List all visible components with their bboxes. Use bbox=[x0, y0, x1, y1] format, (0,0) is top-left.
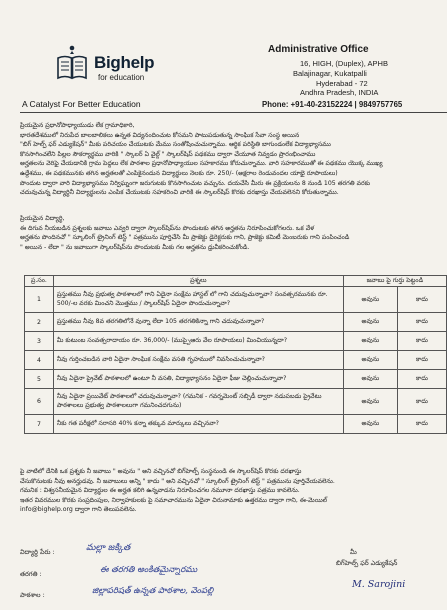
student-name-handwritten: మల్లా జక్కిత bbox=[86, 543, 131, 553]
answer-no[interactable] bbox=[397, 313, 446, 332]
student-name-label: విద్యార్థి పేరు : bbox=[20, 548, 55, 556]
intro-line: పొందుట ద్వారా వారి విద్యాభ్యాసము నిర్విఘ్నంగా జరుగుటకు కొనసాగించుట వచ్చును. దయచేసి మీరు ఈ ప్రక్రియలను 8 నుండి 105 తరగతి వరకు bbox=[20, 179, 371, 187]
table-row bbox=[25, 332, 447, 351]
question-number: 5 bbox=[25, 370, 54, 389]
class-handwritten: ఈ తరగతి అంకితమైన్నారము bbox=[100, 565, 198, 575]
intro-line: ఉద్దేశము, ఈ పథకమునకు తగిన అర్హతలతో ఎంపికైనందున విద్యార్థులు నెలకు రూ. 250/- (అక్షరాల రెండువందల యాభై రూపాయలు) bbox=[20, 169, 338, 177]
student-note-line: అర్హతను పొందినచో " స్కూలింగ్ ట్రైనింగ్ టెస్ట్ " పత్రమును పూర్తిచేసి మీ ప్రాజెక్టు డైరెక్టరుకు గాని, ప్రాజెక్టు కమిటీ మెంబరుకు గాని పంపించండి bbox=[20, 234, 350, 242]
intro-paragraph bbox=[20, 121, 447, 198]
authority-signature: M. Sarojini bbox=[352, 579, 406, 590]
answer-no[interactable] bbox=[397, 351, 446, 370]
answer-yes[interactable] bbox=[343, 287, 397, 313]
intro-line: కొనసాగించలేని పిల్లల సౌకర్యార్థము వారికి " స్కాలర్ ఏ వైల్డ్ " స్కాలర్‌షిప్ పథకము ద్వారా చేయూత నివ్వడం ప్రారంభించాము bbox=[20, 150, 316, 158]
instruction-line: చేసుకొనుటకు నీవు అనర్హుడవు. నీ జవాబులు అన్ని " కాదు " అని వచ్చినచో " స్కూలింగ్ ట్రైనింగ్ టెస్ట్ " పత్రమును పూర్తిచేయవలెను. bbox=[20, 477, 335, 485]
question-number: 7 bbox=[25, 415, 54, 434]
instruction-line: గమనిక : విశ్వసనీయమైన విద్యార్థుల ఈ అర్హత కలిగి ఉన్నవాడను నిరూపించగల నమూనా దరఖాస్తు పత్రము కావలెను. bbox=[20, 487, 300, 495]
answer-no[interactable] bbox=[397, 287, 446, 313]
school-label: పాఠశాల : bbox=[20, 591, 45, 599]
table-row bbox=[25, 351, 447, 370]
answer-yes[interactable] bbox=[343, 389, 397, 415]
answer-yes[interactable] bbox=[343, 332, 397, 351]
question-number: 6 bbox=[25, 389, 54, 415]
answer-no[interactable] bbox=[397, 389, 446, 415]
phone-number: Phone: +91-40-23152224 | 9849757765 bbox=[262, 100, 403, 109]
address-line: 16, HIGH, (Duplex), APHB bbox=[300, 59, 388, 68]
question-number: 2 bbox=[25, 313, 54, 332]
question-text: ప్రస్తుతము నీవు 8వ తరగతిలోనే వున్నా లేదా 105 తరగతికిన్నా గాని చదువుచున్నావా? bbox=[53, 313, 343, 332]
question-text: నీవు గుర్తించబడిన వారి ఏదైనా సాంఘిక సంక్షేమ వసతి గృహములో నివసించుచున్నావా? bbox=[53, 351, 343, 370]
organization-name: బిగ్‌హెల్ప్ ఫర్ ఎడ్యుకేషన్ bbox=[336, 559, 398, 567]
answer-yes[interactable] bbox=[343, 351, 397, 370]
answer-yes[interactable] bbox=[343, 313, 397, 332]
student-note-line: ఈ దిగువ నీయబడిన ప్రశ్నలకు జవాబు ఎవ్వరి ద్వారా స్కాలర్‌షిప్‌ను పొందుటకు తగిన అర్హతను నిరూపించుకోగలరు. ఒక వేళ bbox=[20, 224, 315, 232]
address-line: Andhra Pradesh, INDIA bbox=[300, 88, 379, 97]
bighelp-logo-icon bbox=[52, 44, 92, 84]
instructions-paragraph bbox=[20, 467, 447, 515]
address-line: Balajinagar, Kukatpalli bbox=[293, 69, 367, 78]
question-number: 4 bbox=[25, 351, 54, 370]
student-note bbox=[20, 214, 447, 252]
answer-yes-label: అవును bbox=[361, 356, 380, 363]
intro-line: చదువుచున్న విద్యార్థినీ విద్యార్థులను ఎంపిక చేయుటకు సహకరించి వారికి ఈ స్కాలర్‌షిప్ కొరకు దరఖాస్తు చేయవలెనని కోరుతున్నాము. bbox=[20, 189, 339, 197]
instruction-line: ఇతర వివరముల కొరకు సంప్రదింపుల, నిర్వాహకులకు పై సమాచారమును ఏదైనా చిరునామాకు ఉత్తరము ద్వారా గాని, ఈ-మెయిల్ bbox=[20, 496, 328, 504]
intro-salutation: ప్రియమైన ప్రధానోపాధ్యాయుడు లేక గ్రామాధికారి, bbox=[20, 122, 135, 129]
answer-no[interactable] bbox=[397, 415, 446, 434]
answer-yes-label: అవును bbox=[361, 397, 380, 405]
student-note-line: " అయిన - లేదా " ను జవాబుగా స్కాలర్‌షిప్‌ను పొందుటకు మీకు గల అర్హతను ధ్రువీకరించుకోండి. bbox=[20, 243, 250, 251]
answer-yes-label: అవును bbox=[361, 420, 380, 427]
brand-subtitle: for education bbox=[98, 73, 145, 82]
column-header-number: ప్ర.సం. bbox=[25, 276, 54, 287]
table-row bbox=[25, 313, 447, 332]
question-text: నీవు ఏదైనా ప్రైవేట్ పాఠశాలలో ఉంటూ నీ వసతి, విద్యాభ్యాసనం ఏదైనా ఫీజు చెల్లించుచున్నావా? bbox=[53, 370, 343, 389]
answer-no-label: కాదు bbox=[416, 397, 428, 405]
tagline: A Catalyst For Better Education bbox=[22, 99, 141, 109]
answer-yes-label: అవును bbox=[361, 375, 380, 382]
intro-line: భారతదేశములో నిరుపేద బాలబాలికలు ఉన్నత విద్యనందించుట కోసమని పాటుపడుతున్న సాంఘిక సేవా సంస్థ అయిన bbox=[20, 131, 300, 139]
question-text: మీ కుటుంబ సంవత్సరాదాయం రూ. 36,000/- (ముప్పైఆరు వేల రూపాయలు) మించియున్నదా? bbox=[53, 332, 343, 351]
office-title: Administrative Office bbox=[268, 44, 369, 55]
answer-yes-label: అవును bbox=[361, 295, 380, 303]
intro-line: అర్హతలను వెరిఫై చేయడానికి గ్రామ పెద్దలు లేక పాఠశాల ప్రధానోపాధ్యాయుల సహకారము కోరుచున్నాము. వారి సహకారముతో ఈ పథకము యొక్క ముఖ్య bbox=[20, 160, 383, 168]
school-handwritten: జిల్లాపరిషత్ ఉన్నత పాఠశాల, వెంపల్లి bbox=[92, 586, 214, 596]
answer-no-label: కాదు bbox=[416, 420, 428, 427]
answer-yes-label: అవును bbox=[361, 337, 380, 344]
table-row bbox=[25, 370, 447, 389]
table-row bbox=[25, 415, 447, 434]
answer-no[interactable] bbox=[397, 332, 446, 351]
question-text: నీకు గత పరీక్షలో సరాసరి 40% కన్నా తక్కువ మార్కులు వచ్చినవా? bbox=[53, 415, 343, 434]
table-row bbox=[25, 287, 447, 313]
answer-no-label: కాదు bbox=[416, 356, 428, 363]
question-number: 3 bbox=[25, 332, 54, 351]
brand-name: Bighelp bbox=[94, 53, 155, 72]
table-header-row bbox=[25, 276, 447, 287]
answer-no[interactable] bbox=[397, 370, 446, 389]
closing-word: మీ bbox=[350, 548, 357, 556]
intro-line: "బిగ్ హెల్ప్ ఫర్ ఎడ్యుకేషన్" మీకు పరిచయం చేయుటకు మేము సంతోషించుచున్నాము. ఆర్థిక పరిస్థితి బాగుండంలేక విద్యాభ్యాసము bbox=[20, 141, 331, 149]
answer-yes[interactable] bbox=[343, 370, 397, 389]
instruction-line: పై వాటిలో దేనికి ఒక ప్రశ్నకు నీ జవాబు " అవును " అని వచ్చినచో బిగ్‌హెల్ప్ సంస్థనుండి ఈ స్కాలర్‌షిప్ కొరకు దరఖాస్తు bbox=[20, 468, 302, 475]
answer-no-label: కాదు bbox=[416, 318, 428, 325]
column-header-questions: ప్రశ్నలు bbox=[53, 276, 343, 287]
answer-no-label: కాదు bbox=[416, 375, 428, 382]
address-line: Hyderabad - 72 bbox=[316, 79, 368, 88]
table-row bbox=[25, 389, 447, 415]
column-header-answer: జవాబు పై గుర్తు పెట్టండి bbox=[343, 276, 446, 287]
question-text: ప్రస్తుతము నీవు ప్రభుత్వ పాఠశాలలో గాని ఏదైనా సంక్షేమ హాస్టల్ లో గాని చదువుచున్నావా? సంవత్సరమునకు రూ. 500/-ల వరకు మించని మొత్తము / స్కాలర్‌షిప్ ఏదైనా పొందుచున్నావా? bbox=[53, 287, 343, 313]
student-salutation: ప్రియమైన విద్యార్థి, bbox=[20, 215, 65, 222]
question-text: నీవు ఏదైనా ప్రయివేట్ పాఠశాలలో చదువుచున్నావా? (గమనిక - గవర్నమెంట్ సబ్సిడీ ద్వారా నడుపబడు ప్రైవేటు పాఠశాలలు ప్రభుత్వ పాఠశాలలుగా గమనించదగును) bbox=[53, 389, 343, 415]
instruction-line: info@bighelp.org ద్వారా గాని తెలుపవలెను. bbox=[20, 506, 137, 514]
class-label: తరగతి : bbox=[20, 570, 42, 578]
answer-no-label: కాదు bbox=[416, 337, 428, 344]
answer-yes-label: అవును bbox=[361, 318, 380, 325]
header-divider bbox=[20, 112, 447, 113]
answer-yes[interactable] bbox=[343, 415, 397, 434]
questions-table bbox=[24, 275, 447, 434]
question-number: 1 bbox=[25, 287, 54, 313]
answer-no-label: కాదు bbox=[416, 295, 428, 303]
